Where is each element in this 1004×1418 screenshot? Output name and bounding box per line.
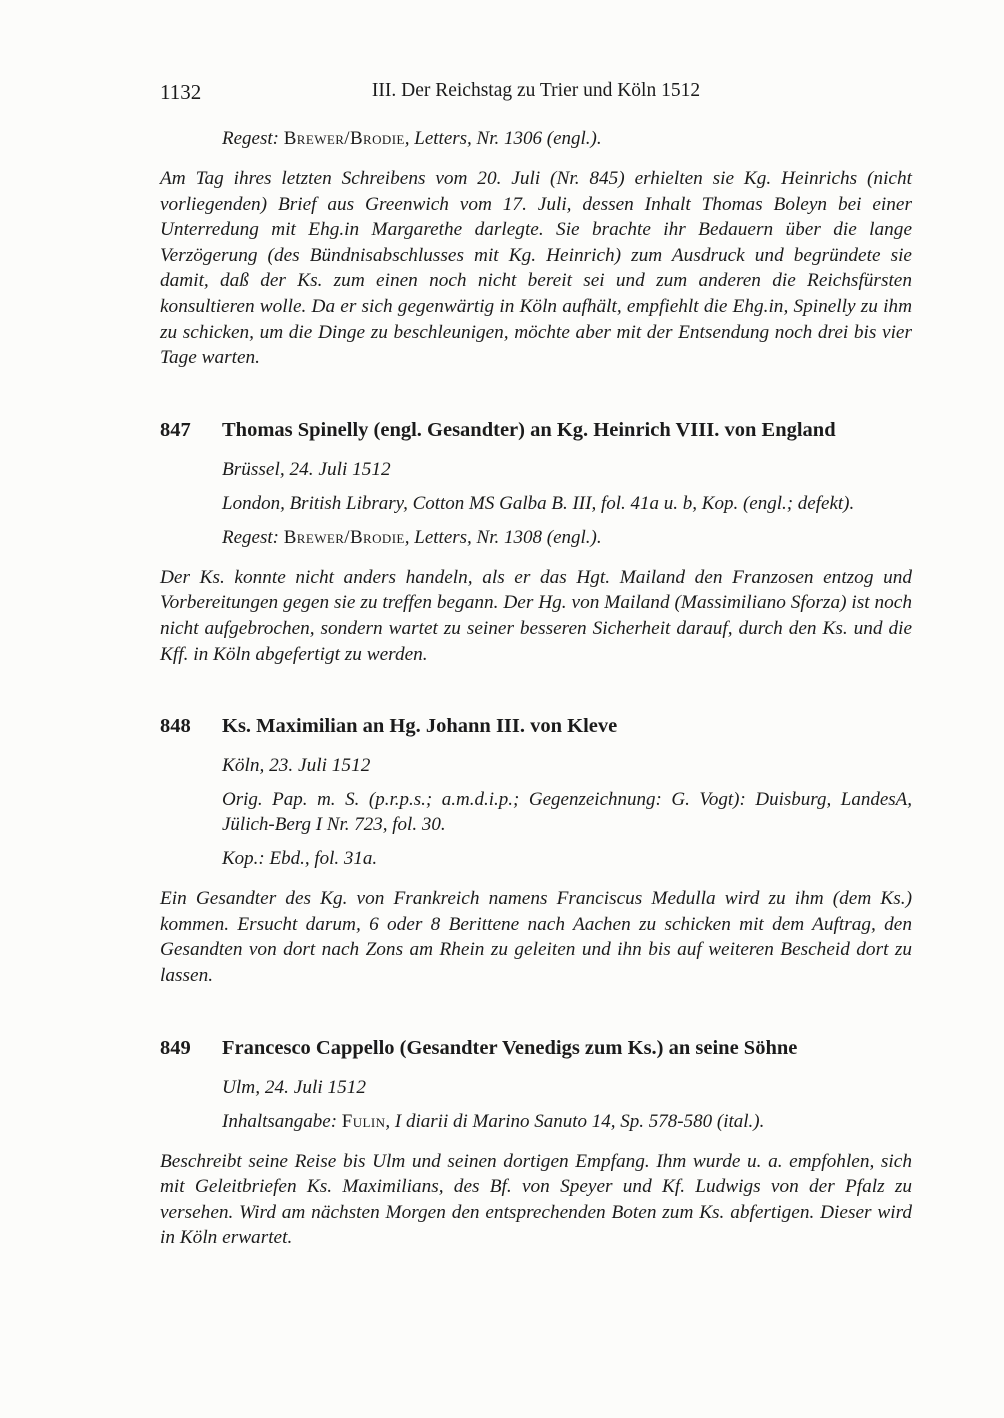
entry-number: 849 (160, 1036, 191, 1059)
page-number: 1132 (160, 80, 202, 104)
entry-dateline: Brüssel, 24. Juli 1512 (222, 458, 391, 480)
source-text: , I diarii di Marino Sanuto 14, Sp. 578-580 (ital.). (385, 1110, 765, 1132)
source-line (222, 491, 912, 516)
entry-title: Ks. Maximilian an Hg. Johann III. von Kleve (222, 715, 618, 738)
source-author: Fulin (341, 1110, 386, 1132)
source-text: , Letters, Nr. 1308 (engl.). (404, 526, 602, 548)
entry-source-lines (160, 491, 912, 550)
source-line (222, 126, 912, 151)
page-header (160, 80, 912, 106)
entry-source-lines (160, 787, 912, 871)
entry-dateline: Köln, 23. Juli 1512 (222, 755, 371, 777)
source-author: Brewer/Brodie (283, 128, 405, 149)
page-content (160, 80, 912, 1251)
source-text: , Letters, Nr. 1306 (engl.). (404, 128, 602, 149)
regest-entry (160, 713, 912, 988)
entry-summary: Der Ks. konnte nicht anders handeln, als er das Hgt. Mailand den Franzosen entzog und Vorbereitungen gegen sie zu treffen begann. Der Hg. von Mailand (Massimiliano Sforza) ist noch nicht aufgebrochen, sondern wartet zu seiner besseren Sicherheit darauf, durch den Ks. und die Kff. in Köln abgefertigt zu werden. (160, 566, 912, 665)
entry-heading (160, 713, 912, 740)
source-line (222, 1109, 912, 1134)
entry-heading (160, 417, 912, 444)
continuation-source-lines (160, 126, 912, 151)
source-text: Orig. Pap. m. S. (p.r.p.s.; a.m.d.i.p.; Gegenzeichnung: G. Vogt): Duisburg, LandesA, Jülich-Berg I Nr. 723, fol. 30. (222, 789, 912, 836)
source-text: London, British Library, Cotton MS Galba B. III, fol. 41a u. b, Kop. (engl.; defekt). (222, 492, 855, 514)
source-text: Inhaltsangabe: (222, 1110, 342, 1132)
source-line (222, 787, 912, 837)
entry-source-lines (160, 1109, 912, 1134)
source-author: Brewer/Brodie (283, 526, 405, 548)
entry-heading (160, 1035, 912, 1062)
continuation-summary: Am Tag ihres letzten Schreibens vom 20. Juli (Nr. 845) erhielten sie Kg. Heinrichs (nicht vorliegenden) Brief aus Greenwich vom 17. Juli, dessen Inhalt Thomas Boleyn bei einer Unterredung mit Ehg.in Margarethe darlegte. Sie brachte ihr Bedauern über die lange Verzögerung (des Bündnisabschlusses mit Kg. Heinrich) zum Ausdruck und begründete sie damit, daß der Ks. zum einen noch nicht bereit sei und zum anderen die Reichsfürsten konsultieren wolle. Da er sich gegenwärtig in Köln aufhält, empfiehlt die Ehg.in, Spinelly zu ihm zu schicken, um die Dinge zu beschleunigen, möchte aber mit der Entsendung noch drei bis vier Tage warten. (160, 168, 912, 369)
running-title: III. Der Reichstag zu Trier und Köln 1512 (371, 80, 701, 101)
source-line (222, 525, 912, 550)
entry-dateline: Ulm, 24. Juli 1512 (222, 1076, 367, 1098)
entry-number: 847 (160, 418, 191, 441)
source-text: Regest: (222, 526, 284, 548)
source-text: Kop.: Ebd., fol. 31a. (222, 848, 378, 870)
entry-title: Thomas Spinelly (engl. Gesandter) an Kg. Heinrich VIII. von England (222, 418, 836, 441)
regest-entry (160, 417, 912, 667)
entry-title: Francesco Cappello (Gesandter Venedigs zum Ks.) an seine Söhne (222, 1036, 798, 1059)
source-line (222, 846, 912, 871)
entries (160, 417, 912, 1251)
source-text: Regest: (222, 128, 284, 149)
entry-summary: Ein Gesandter des Kg. von Frankreich namens Franciscus Medulla wird zu ihm (dem Ks.) kommen. Ersucht darum, 6 oder 8 Berittene nach Aachen zu schicken mit dem Auftrag, den Gesandten von dort nach Zons am Rhein zu geleiten und ihn bis auf weiteren Bescheid dort zu lassen. (160, 888, 912, 986)
entry-continuation (160, 126, 912, 371)
regest-entry (160, 1035, 912, 1251)
entry-summary: Beschreibt seine Reise bis Ulm und seinen dortigen Empfang. Ihm wurde u. a. empfohlen, sich mit Geleitbriefen Ks. Maximilians, des Bf. von Speyer und Kf. Ludwigs von der Pfalz zu versehen. Wird am nächsten Morgen den entsprechenden Boten zum Ks. abfertigen. Dieser wird in Köln erwartet. (160, 1150, 912, 1249)
entry-number: 848 (160, 715, 191, 738)
